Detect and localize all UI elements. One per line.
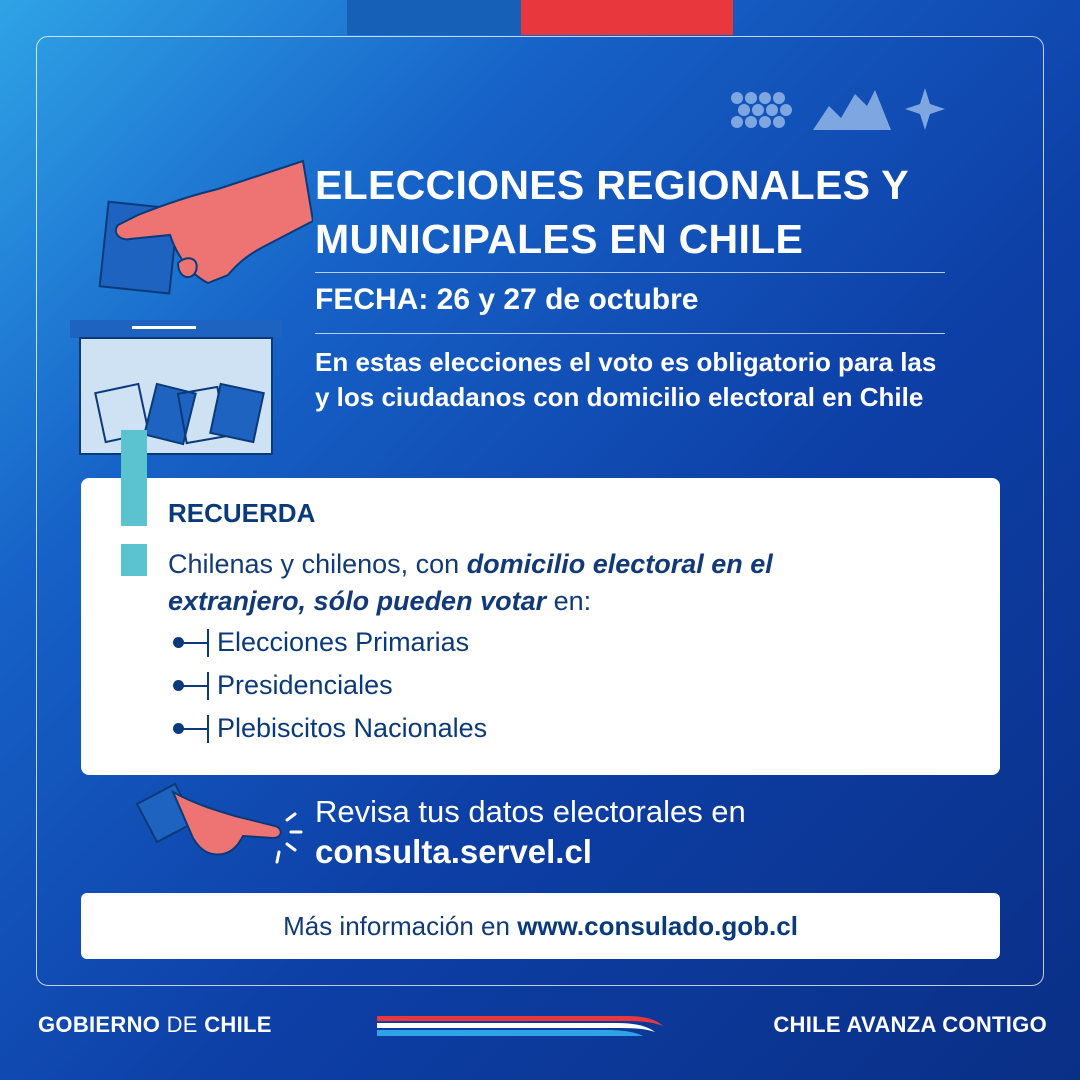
list-item: [169, 664, 487, 707]
exclamation-icon: [121, 430, 147, 576]
list-item-label: Presidenciales: [217, 670, 393, 700]
reminder-body-plain-1: Chilenas y chilenos, con: [168, 549, 460, 579]
list-item: [169, 621, 487, 664]
reminder-heading: RECUERDA: [168, 498, 316, 528]
election-date: [315, 283, 698, 317]
divider-bottom: [315, 333, 945, 334]
election-types-list: [169, 621, 487, 750]
decorative-dots-mountains-star-icon: [727, 84, 947, 134]
pointing-hand-icon: [135, 782, 310, 872]
footer-left-word-2: DE: [166, 1012, 198, 1037]
footer-left-word-3: CHILE: [204, 1012, 272, 1037]
check-data-label: Revisa tus datos electorales en: [315, 794, 746, 829]
page-title: [315, 158, 955, 266]
more-info-label: Más información en: [283, 911, 510, 941]
more-info-banner: [81, 893, 1000, 959]
footer-left-word-1: GOBIERNO: [38, 1012, 161, 1037]
consulado-link[interactable]: www.consulado.gob.cl: [517, 911, 798, 941]
gobierno-logo-text: [38, 1012, 272, 1038]
intro-text: [315, 345, 955, 415]
servel-link[interactable]: consulta.servel.cl: [315, 833, 592, 870]
hand-dropping-ballot-icon: [98, 155, 313, 305]
ballot-box-icon: [70, 318, 285, 458]
reminder-body: [168, 546, 888, 620]
title-line-2: MUNICIPALES EN CHILE: [315, 216, 804, 262]
date-label: FECHA:: [315, 283, 429, 316]
reminder-body-plain-2: en:: [553, 586, 592, 616]
slogan-text: CHILE AVANZA CONTIGO: [773, 1012, 1047, 1037]
intro-plain: En estas elecciones el voto es obligatorio para las y los ciudadanos: [315, 347, 937, 412]
reminder-body-emphasis: domicilio electoral en el extranjero, sólo pueden votar: [168, 549, 773, 616]
divider-top: [315, 272, 945, 273]
flag-stripe-red: [521, 0, 733, 35]
flag-stripe: [347, 0, 733, 35]
date-value: 26 y 27 de octubre: [436, 283, 699, 316]
flag-stripe-blue: [347, 0, 521, 35]
tricolor-swoosh-icon: [377, 1010, 667, 1038]
title-line-1: ELECCIONES REGIONALES Y: [315, 162, 909, 208]
intro-bold: con domicilio electoral en Chile: [533, 382, 924, 412]
list-item-label: Plebiscitos Nacionales: [217, 713, 488, 743]
reminder-card: [81, 478, 1000, 775]
check-data-text: [315, 792, 746, 873]
list-item-label: Elecciones Primarias: [217, 627, 470, 657]
list-item: [169, 707, 487, 750]
